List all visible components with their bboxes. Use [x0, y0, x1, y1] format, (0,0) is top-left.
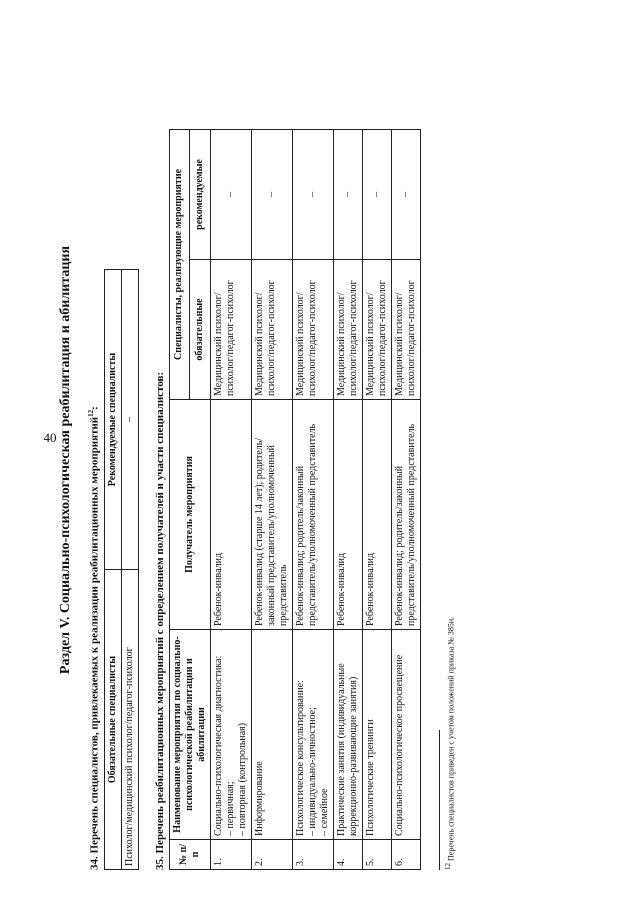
recommended-specialists-value: – [121, 270, 138, 570]
col-recommended-specialists: Рекомендуемые специалисты [104, 270, 121, 570]
row-num: 1. [210, 840, 251, 870]
measure-name: Психологические тренинги [364, 719, 376, 836]
footnote-text: Перечень специалистов приведен с учетом положений приказа № 385н. [446, 616, 456, 861]
col-recipient: Получатель мероприятия [169, 400, 210, 630]
footnote-ref: 12 [87, 409, 95, 417]
specialists-table [104, 269, 139, 870]
table-row [292, 129, 333, 869]
row-recipient: Ребенок-инвалид; родитель/законный представитель/уполномоченный представитель [391, 400, 420, 630]
row-measure [391, 630, 420, 840]
row-required: Медицинский психолог/психолог/педагог-психолог [210, 260, 251, 400]
row-num: 3. [292, 840, 333, 870]
table-row [362, 129, 391, 869]
row-measure [292, 630, 333, 840]
col-measure-name: Наименование мероприятия по социально-психологической реабилитации и абилитации [169, 630, 210, 840]
row-recommended: – [292, 129, 333, 259]
row-required: Медицинский психолог/психолог/педагог-психолог [391, 260, 420, 400]
row-num: 2. [251, 840, 292, 870]
measures-table [169, 129, 421, 870]
row-recipient: Ребенок-инвалид [362, 400, 391, 630]
footnote [444, 50, 456, 870]
row-recommended: – [362, 129, 391, 259]
row-recipient: Ребенок-инвалид [210, 400, 251, 630]
row-required: Медицинский психолог/психолог/педагог-психолог [251, 260, 292, 400]
required-specialists-value: Психолог/медицинский психолог/педагог-психолог [121, 570, 138, 870]
row-recommended: – [333, 129, 362, 259]
table-row [333, 129, 362, 869]
row-recommended: – [210, 129, 251, 259]
measure-subitem: – семейное [318, 788, 330, 836]
col-required: обязательные [190, 260, 211, 400]
row-required: Медицинский психолог/психолог/педагог-психолог [362, 260, 391, 400]
measure-name: Психологическое консультирование: [294, 680, 306, 836]
row-num: 6. [391, 840, 420, 870]
measure-subitem: – первичная; [224, 781, 236, 836]
footnote-divider [439, 730, 440, 870]
col-specialists: Специалисты, реализующие мероприятие [169, 129, 190, 399]
measure-name: Практические занятия (индивидуальные коррекционно-развивающие занятия) [335, 663, 359, 836]
footnote-mark: 12 [443, 863, 452, 870]
section35-heading: 35. Перечень реабилитационных мероприятий с определением получателей и участи специалистов: [153, 371, 166, 870]
row-measure [333, 630, 362, 840]
measure-subitem: – повторная (контрольная) [236, 722, 248, 836]
row-recipient: Ребенок-инвалид; родитель/законный представитель/уполномоченный представитель [292, 400, 333, 630]
row-recipient: Ребенок-инвалид [333, 400, 362, 630]
table-row [391, 129, 420, 869]
row-recommended: – [251, 129, 292, 259]
row-measure [251, 630, 292, 840]
table-row [210, 129, 251, 869]
col-num: № п/п [169, 840, 210, 870]
section34-heading [84, 50, 102, 870]
row-required: Медицинский психолог/психолог/педагог-психолог [333, 260, 362, 400]
section34-heading-text: 34. Перечень специалистов, привлекаемых к реализации реабилитационных мероприятий [88, 416, 101, 870]
table-row [251, 129, 292, 869]
rotated-page-content [58, 50, 598, 870]
page-number: 40 [43, 430, 57, 445]
measure-name: Социально-психологическое просвещение [393, 654, 405, 836]
row-num: 5. [362, 840, 391, 870]
row-measure [362, 630, 391, 840]
col-required-specialists: Обязательные специалисты [104, 570, 121, 870]
measure-name: Информирование [253, 761, 265, 836]
row-num: 4. [333, 840, 362, 870]
row-recommended: – [391, 129, 420, 259]
col-recommended: рекомендуемые [190, 129, 211, 259]
row-required: Медицинский психолог/психолог/педагог-психолог [292, 260, 333, 400]
measure-subitem: – индивидуально-личностное; [306, 707, 318, 836]
section34-heading-end: : [88, 406, 101, 410]
row-measure [210, 630, 251, 840]
row-recipient: Ребенок-инвалид (старше 14 лет); родитель/законный представитель/уполномоченный представитель [251, 400, 292, 630]
section-title: Раздел V. Социально-психологическая реабилитация и абилитация [58, 245, 73, 675]
measure-name: Социально-психологическая диагностика: [212, 655, 224, 836]
